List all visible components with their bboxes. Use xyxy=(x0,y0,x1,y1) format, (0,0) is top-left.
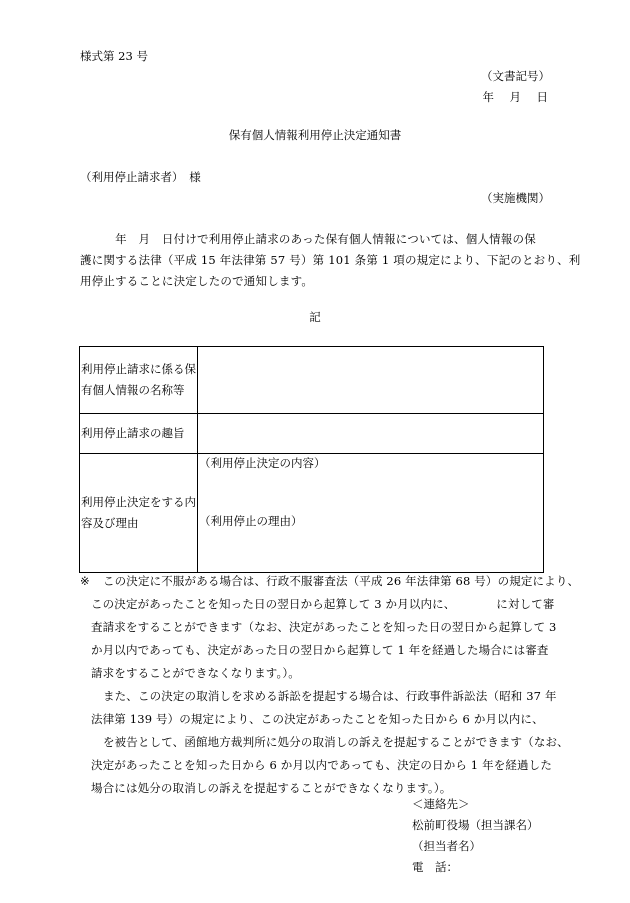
decision-table xyxy=(79,346,544,573)
contact-heading: ＜連絡先＞ xyxy=(412,797,470,811)
decision-label-line-1: 利用停止決定をする内 xyxy=(81,495,196,509)
note-mark: ※ xyxy=(80,574,90,588)
note-line-10: 場合には処分の取消しの訴えを提起することができなくなります。）。 xyxy=(91,781,452,795)
note-line-6: また、この決定の取消しを求める訴訟を提起する場合は、行政事件訴訟法（昭和 37 年 xyxy=(103,689,557,703)
decision-content-caption: （利用停止決定の内容） xyxy=(199,456,326,470)
note-line-8: を被告として、函館地方裁判所に処分の取消しの訴えを提起することができます（なお、 xyxy=(103,735,569,749)
target-info-label-line-1: 利用停止請求に係る保 xyxy=(81,362,196,376)
note-line-4: か月以内であっても、決定があった日の翌日から起算して 1 年を経過した場合には審査 xyxy=(91,643,549,657)
note-line-1: この決定に不服がある場合は、行政不服審査法（平成 26 年法律第 68 号）の規定により、 xyxy=(103,574,580,588)
request-purpose-value xyxy=(198,414,544,454)
contact-phone: 電 話： xyxy=(412,860,458,874)
target-info-label-line-2: 有個人情報の名称等 xyxy=(81,383,185,397)
body-line-3: 用停止することに決定したので通知します。 xyxy=(80,274,314,288)
form-number: 様式第 23 号 xyxy=(80,49,148,63)
addressee: （利用停止請求者） 様 xyxy=(80,170,201,184)
note-line-5: 請求をすることができなくなります。）。 xyxy=(91,666,300,680)
decision-reason-caption: （利用停止の理由） xyxy=(199,514,303,528)
contact-office: 松前町役場（担当課名） xyxy=(412,818,539,832)
ki-heading: 記 xyxy=(309,310,321,324)
document-symbol: （文書記号） xyxy=(481,69,550,83)
table-row-purpose xyxy=(80,414,544,454)
document-title: 保有個人情報利用停止決定通知書 xyxy=(228,128,402,142)
target-info-value xyxy=(198,347,544,414)
contact-person: （担当者名） xyxy=(412,839,481,853)
decision-label xyxy=(80,454,198,573)
issuing-agency: （実施機関） xyxy=(481,191,550,205)
note-line-3: 査請求をすることができます（なお、決定があったことを知った日の翌日から起算して 3 xyxy=(91,620,557,634)
request-purpose-label xyxy=(80,414,198,454)
table-row-target xyxy=(80,347,544,414)
note-line-2: この決定があったことを知った日の翌日から起算して 3 か月以内に、 に対して審 xyxy=(91,597,555,611)
target-info-label xyxy=(80,347,198,414)
body-line-2: 護に関する法律（平成 15 年法律第 57 号）第 101 条第 1 項の規定により、下記のとおり、利 xyxy=(80,253,581,267)
table-row-decision xyxy=(80,454,544,573)
request-purpose-label-line: 利用停止請求の趣旨 xyxy=(81,426,185,440)
decision-value xyxy=(198,454,544,573)
body-line-1: 年 月 日付けで利用停止請求のあった保有個人情報については、個人情報の保 xyxy=(80,232,536,246)
note-line-9: 決定があったことを知った日から 6 か月以内であっても、決定の日から 1 年を経過した xyxy=(91,758,552,772)
note-line-7: 法律第 139 号）の規定により、この決定があったことを知った日から 6 か月以内に、 xyxy=(91,712,544,726)
decision-label-line-2: 容及び理由 xyxy=(81,516,139,530)
issue-date: 年 月 日 xyxy=(482,90,550,104)
